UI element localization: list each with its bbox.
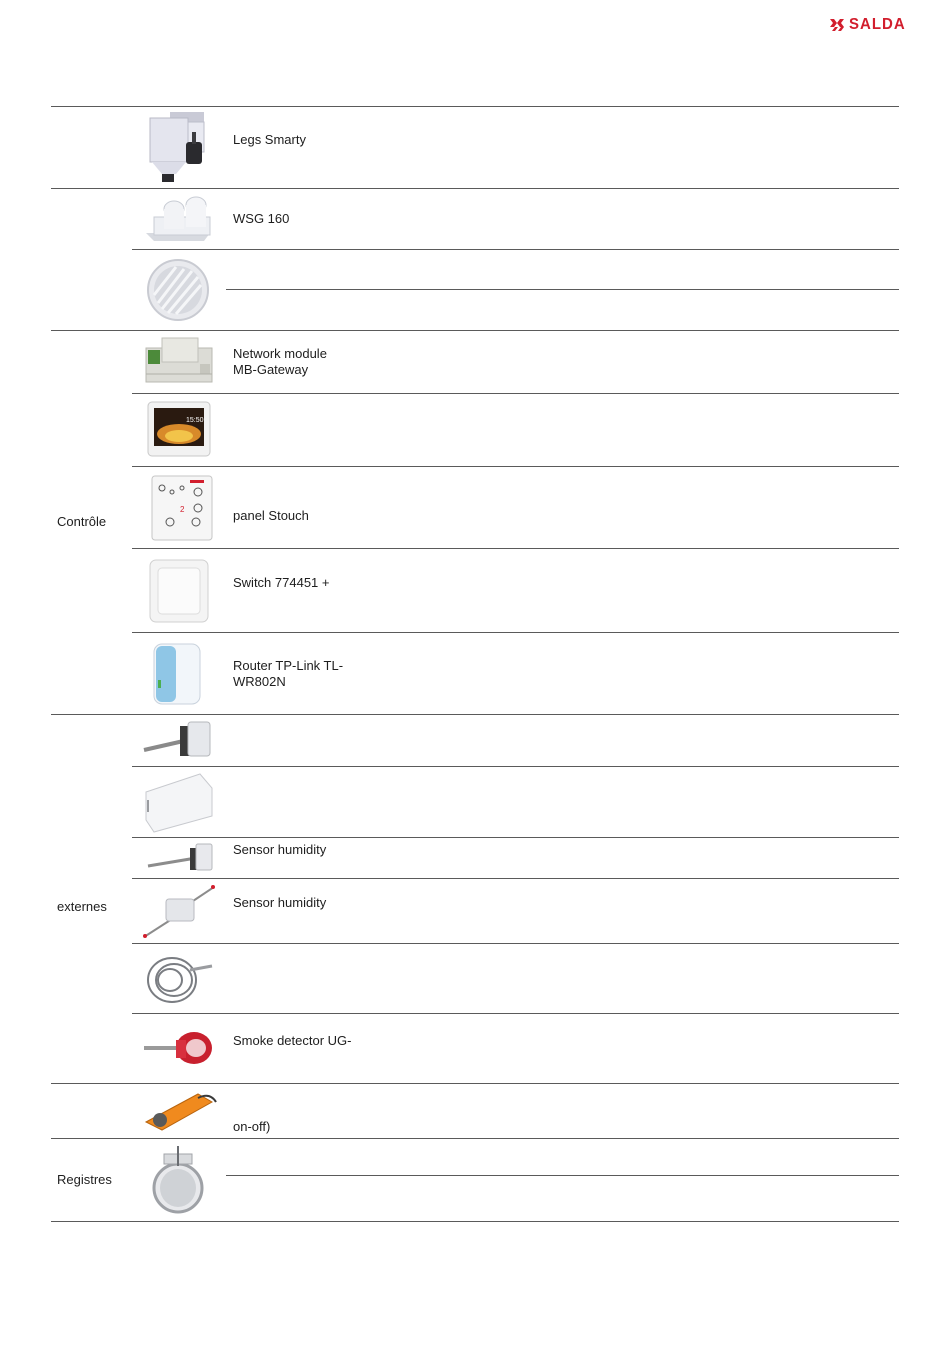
item-label-legs: Legs Smarty [233, 132, 306, 147]
item-label-switch: Switch 774451 + [233, 575, 330, 590]
item-label-sensor-humidity-probe: Sensor humidity [233, 895, 327, 910]
group-divider [51, 1083, 899, 1084]
svg-text:15:50: 15:50 [186, 417, 204, 424]
category-registres: Registres [57, 1172, 112, 1187]
legs-icon [140, 110, 218, 186]
row-divider [132, 249, 899, 250]
network-module-icon [140, 334, 218, 388]
group-divider [51, 1138, 899, 1139]
room-sensor-icon [140, 770, 218, 834]
item-label-panel-stouch: panel Stouch [233, 508, 309, 523]
item-label-smoke-detector: Smoke detector UG- [233, 1033, 352, 1048]
router-icon [140, 640, 218, 708]
item-label-wsg160: WSG 160 [233, 211, 290, 226]
item-label-sensor-humidity-duct: Sensor humidity [233, 842, 327, 857]
group-divider [51, 188, 899, 189]
subrow-divider [226, 289, 899, 290]
item-label-router: Router TP-Link TL- WR802N [233, 658, 344, 689]
row-divider [132, 393, 899, 394]
round-grille-icon [140, 257, 218, 323]
item-label-network-module: Network module MB-Gateway [233, 346, 327, 377]
row-divider [132, 943, 899, 944]
switch-icon [140, 558, 218, 626]
group-divider [51, 106, 899, 107]
subrow-divider [226, 1175, 899, 1176]
row-divider [132, 837, 899, 838]
row-divider [132, 878, 899, 879]
cable-sensor-icon [140, 950, 218, 1010]
category-externes: externes [57, 899, 107, 914]
smoke-detector-icon [140, 1020, 218, 1076]
row-divider [132, 632, 899, 633]
row-divider [132, 1013, 899, 1014]
control-panel-icon [140, 474, 218, 544]
category-controle: Contrôle [57, 514, 107, 529]
item-label-actuator: on-off) [233, 1119, 271, 1134]
salda-logo [829, 16, 906, 33]
brand-name: SALDA [849, 15, 906, 34]
group-divider [51, 714, 899, 715]
round-damper-icon [140, 1144, 218, 1216]
group-divider [51, 1221, 899, 1222]
probe-humidity-sensor-icon [140, 881, 218, 941]
group-divider [51, 330, 899, 331]
row-divider [132, 466, 899, 467]
salda-mark-icon [829, 18, 845, 32]
wall-grille-icon [140, 193, 218, 245]
duct-sensor-icon [140, 718, 218, 762]
row-divider [132, 548, 899, 549]
duct-humidity-sensor-icon [140, 840, 218, 874]
damper-actuator-icon [140, 1088, 218, 1136]
svg-text:2: 2 [180, 505, 185, 514]
touch-panel-icon [140, 400, 218, 460]
row-divider [132, 766, 899, 767]
